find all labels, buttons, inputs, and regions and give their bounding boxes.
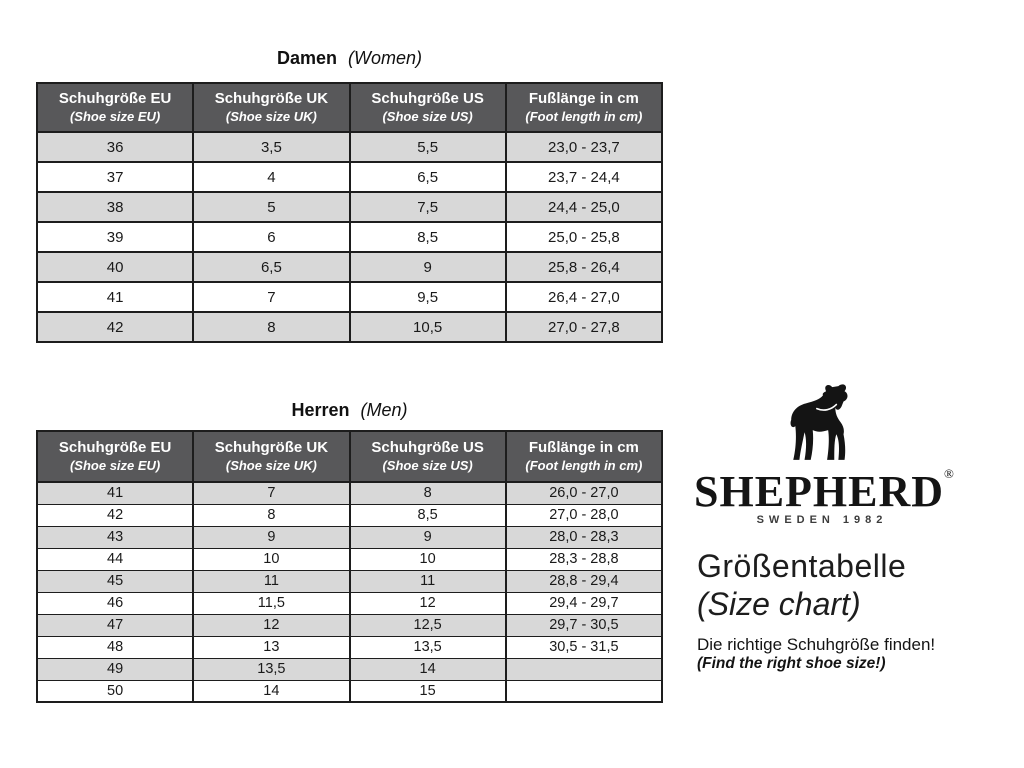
table-cell: 10,5 [350,312,506,342]
table-cell: 26,4 - 27,0 [506,282,662,312]
table-cell: 13,5 [193,658,349,680]
table-cell: 9 [350,526,506,548]
header-row [37,431,662,482]
table-cell: 6,5 [350,162,506,192]
table-cell: 9 [193,526,349,548]
brand-wordmark [694,466,984,517]
table-cell: 8 [193,312,349,342]
table-cell: 8,5 [350,504,506,526]
table-row [37,570,662,592]
table-cell: 14 [350,658,506,680]
table-row [37,162,662,192]
women-size-table [36,82,663,343]
table-cell: 47 [37,614,193,636]
table-cell: 7,5 [350,192,506,222]
table-cell: 13 [193,636,349,658]
table-cell: 29,4 - 29,7 [506,592,662,614]
table-cell: 15 [350,680,506,702]
table-row [37,548,662,570]
table-cell: 43 [37,526,193,548]
table-cell: 5 [193,192,349,222]
table-cell: 9 [350,252,506,282]
table-row [37,504,662,526]
table-cell [506,658,662,680]
table-cell: 10 [350,548,506,570]
table-row [37,614,662,636]
table-cell: 45 [37,570,193,592]
table-cell: 5,5 [350,132,506,162]
table-cell: 28,3 - 28,8 [506,548,662,570]
table-cell: 25,8 - 26,4 [506,252,662,282]
table-cell: 50 [37,680,193,702]
size-chart-heading-de: Größentabelle [697,548,907,584]
table-cell: 11,5 [193,592,349,614]
column-header: Schuhgröße EU (Shoe size EU) [37,83,193,132]
table-cell: 30,5 - 31,5 [506,636,662,658]
table-cell: 23,0 - 23,7 [506,132,662,162]
table-cell: 6,5 [193,252,349,282]
table-cell: 44 [37,548,193,570]
brand-name: SHEPHERD [694,467,945,516]
table-cell: 8,5 [350,222,506,252]
size-chart-heading-en: (Size chart) [697,586,861,622]
table-cell: 12,5 [350,614,506,636]
table-cell: 41 [37,282,193,312]
table-row [37,658,662,680]
table-row [37,132,662,162]
column-header: Schuhgröße US (Shoe size US) [350,83,506,132]
size-chart-note-en: (Find the right shoe size!) [697,655,886,672]
table-cell: 23,7 - 24,4 [506,162,662,192]
table-cell: 11 [193,570,349,592]
table-cell [506,680,662,702]
table-cell: 7 [193,482,349,504]
table-cell: 28,8 - 29,4 [506,570,662,592]
table-cell: 13,5 [350,636,506,658]
table-cell: 42 [37,504,193,526]
table-cell: 48 [37,636,193,658]
table-row [37,252,662,282]
column-header: Schuhgröße US (Shoe size US) [350,431,506,482]
table-cell: 29,7 - 30,5 [506,614,662,636]
men-title-en: (Men) [360,400,408,420]
brand-tagline: SWEDEN 1982 [756,514,888,526]
table-cell: 36 [37,132,193,162]
column-header: Schuhgröße EU (Shoe size EU) [37,431,193,482]
table-cell: 3,5 [193,132,349,162]
column-header: Schuhgröße UK (Shoe size UK) [193,83,349,132]
column-header: Fußlänge in cm (Foot length in cm) [506,83,662,132]
table-row [37,482,662,504]
column-header: Fußlänge in cm (Foot length in cm) [506,431,662,482]
table-cell: 25,0 - 25,8 [506,222,662,252]
table-cell: 4 [193,162,349,192]
table-cell: 6 [193,222,349,252]
table-cell: 27,0 - 28,0 [506,504,662,526]
registered-mark: ® [944,466,954,481]
men-title-de: Herren [291,400,350,420]
header-row [37,83,662,132]
table-cell: 37 [37,162,193,192]
table-row [37,526,662,548]
table-cell: 12 [350,592,506,614]
table-cell: 27,0 - 27,8 [506,312,662,342]
table-cell: 40 [37,252,193,282]
column-header: Schuhgröße UK (Shoe size UK) [193,431,349,482]
table-cell: 38 [37,192,193,222]
women-table-title [36,48,663,69]
women-title-en: (Women) [348,48,423,68]
table-row [37,636,662,658]
table-cell: 24,4 - 25,0 [506,192,662,222]
table-row [37,312,662,342]
table-cell: 46 [37,592,193,614]
women-title-de: Damen [276,48,337,68]
table-row [37,282,662,312]
table-cell: 11 [350,570,506,592]
table-cell: 7 [193,282,349,312]
men-size-table [36,430,663,703]
men-table-title [36,400,663,421]
table-cell: 9,5 [350,282,506,312]
table-cell: 8 [350,482,506,504]
table-cell: 10 [193,548,349,570]
table-row [37,680,662,702]
table-cell: 49 [37,658,193,680]
table-cell: 28,0 - 28,3 [506,526,662,548]
table-cell: 39 [37,222,193,252]
table-cell: 14 [193,680,349,702]
table-row [37,192,662,222]
table-cell: 8 [193,504,349,526]
lamb-icon [788,383,858,463]
size-chart-note-de: Die richtige Schuhgröße finden! [697,635,936,654]
table-cell: 42 [37,312,193,342]
table-row [37,222,662,252]
table-cell: 26,0 - 27,0 [506,482,662,504]
table-cell: 41 [37,482,193,504]
table-cell: 12 [193,614,349,636]
table-row [37,592,662,614]
